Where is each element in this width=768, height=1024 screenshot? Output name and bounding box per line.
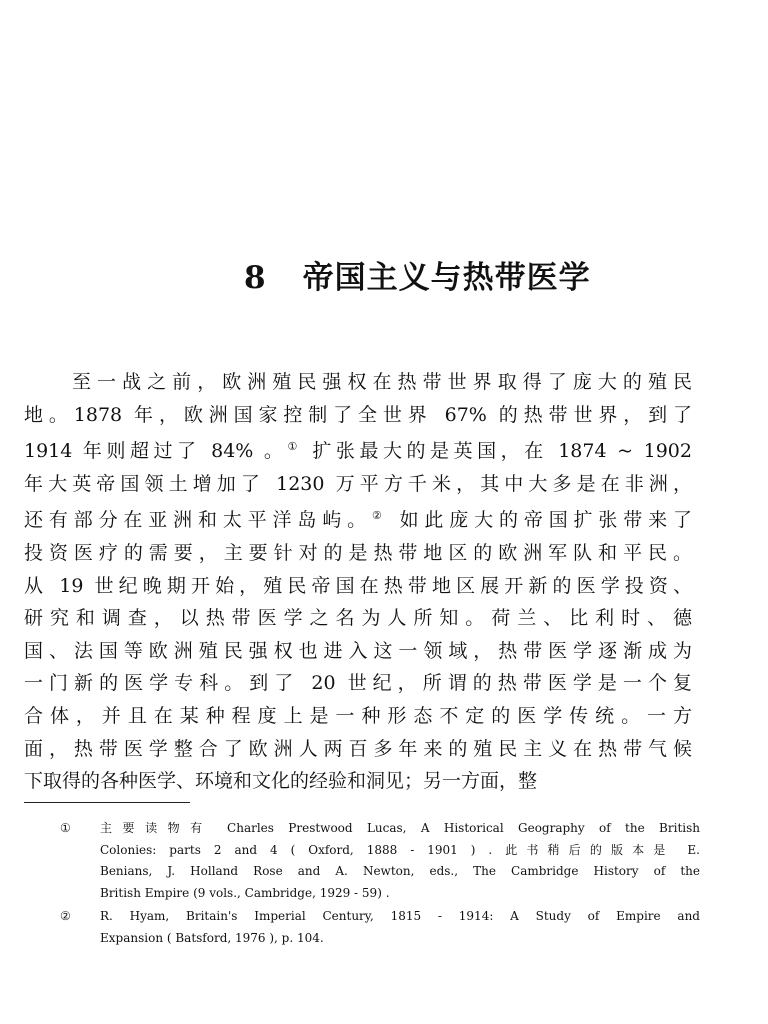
body-line: 至一战之前，欧洲殖民强权在热带世界取得了庞大的殖民 xyxy=(72,371,692,393)
footnote-line: Expansion ( Batsford, 1976 ), p. 104. xyxy=(100,930,324,945)
chapter-heading xyxy=(244,252,591,297)
footnote-2 xyxy=(60,906,700,949)
body-line: 1914 年则超过了 84% 。① 扩张最大的是英国，在 1874 ~ 1902 xyxy=(24,440,692,463)
body-line: 从 19 世纪晚期开始，殖民帝国在热带地区展开新的医学投资、 xyxy=(24,574,692,597)
footnote-mark: ② xyxy=(60,909,71,923)
body-line: 年大英帝国领土增加了 1230 万平方千米，其中大多是在非洲， xyxy=(24,472,692,495)
footnote-ref-1[interactable]: ① xyxy=(287,440,302,454)
body-line: 投资医疗的需要，主要针对的是热带地区的欧洲军队和平民。 xyxy=(24,541,692,564)
body-line: 研究和调查，以热带医学之名为人所知。荷兰、比利时、德 xyxy=(24,607,692,630)
footnotes xyxy=(60,818,700,949)
footnote-line: 主要读物有 Charles Prestwood Lucas, A Historical Geography of the British xyxy=(100,821,700,835)
body-line: 合体，并且在某种程度上是一种形态不定的医学传统。一方 xyxy=(24,704,692,727)
footnote-ref-2[interactable]: ② xyxy=(371,509,388,523)
body-line: 面，热带医学整合了欧洲人两百多年来的殖民主义在热带气候 xyxy=(24,737,692,760)
body-line: 地。1878 年，欧洲国家控制了全世界 67% 的热带世界，到了 xyxy=(24,403,692,426)
footnote-line: Benians, J. Holland Rose and A. Newton, eds., The Cambridge History of the xyxy=(100,864,700,878)
body-paragraph xyxy=(24,366,692,798)
footnote-line: British Empire (9 vols., Cambridge, 1929 - 59) . xyxy=(100,885,390,900)
chapter-number: 8 xyxy=(244,260,267,296)
footnote-line: R. Hyam, Britain's Imperial Century, 1815 - 1914: A Study of Empire and xyxy=(100,909,700,923)
footnote-mark: ① xyxy=(60,821,71,835)
body-line: 还有部分在亚洲和太平洋岛屿。② 如此庞大的帝国扩张带来了 xyxy=(24,509,692,532)
body-line: 国、法国等欧洲殖民强权也进入这一领域，热带医学逐渐成为 xyxy=(24,639,692,662)
footnote-divider xyxy=(24,802,190,803)
body-line: 一门新的医学专科。到了 20 世纪，所谓的热带医学是一个复 xyxy=(24,672,692,695)
footnote-line: Colonies: parts 2 and 4 ( Oxford, 1888 - 1901 ) . 此书稍后的版本是 E. xyxy=(100,842,700,857)
body-line: 下取得的各种医学、环境和文化的经验和洞见；另一方面，整 xyxy=(24,770,538,793)
chapter-title: 帝国主义与热带医学 xyxy=(302,260,591,296)
footnote-1 xyxy=(60,818,700,904)
